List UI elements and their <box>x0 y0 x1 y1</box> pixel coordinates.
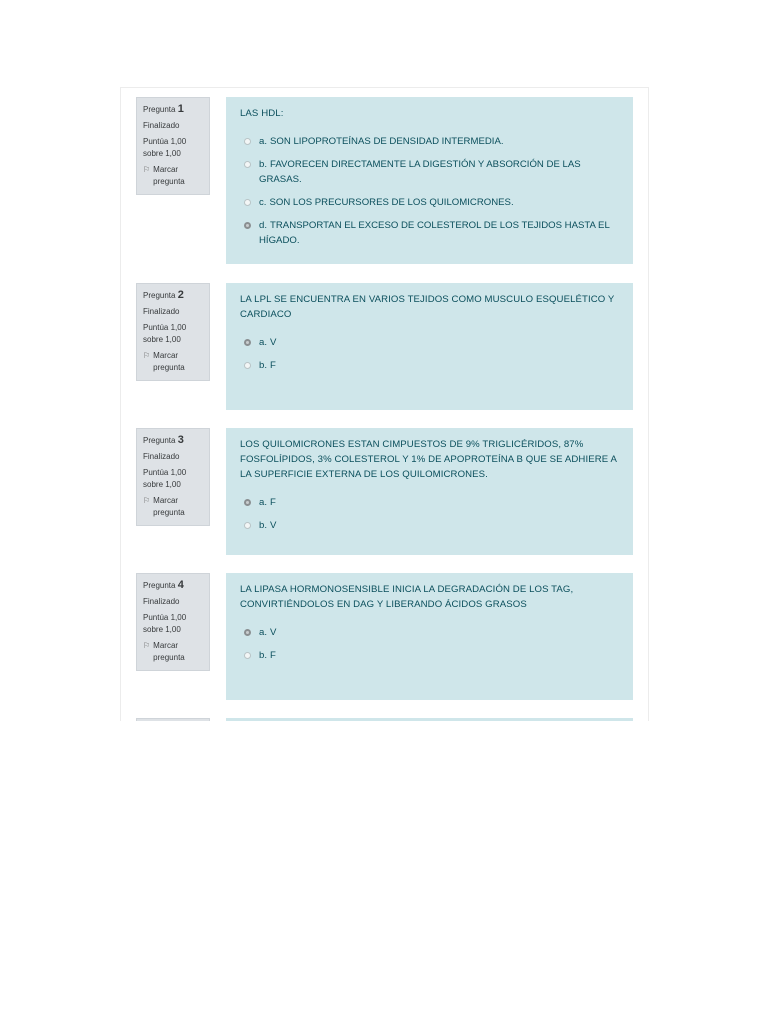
flag-question-label: Marcar pregunta <box>153 641 185 662</box>
question-number: Pregunta 1 <box>143 103 184 115</box>
question-content <box>226 283 633 410</box>
answer-text: V <box>270 520 277 531</box>
answer-option-b[interactable] <box>240 518 619 533</box>
question-grade: Puntúa 1,00 sobre 1,00 <box>143 613 187 634</box>
flag-icon: ⚐ <box>143 165 151 174</box>
radio-button[interactable] <box>244 222 251 229</box>
answer-letter: a. <box>259 627 268 638</box>
answer-list <box>240 134 619 248</box>
question-content <box>226 718 633 721</box>
flag-question-label: Marcar pregunta <box>153 165 185 186</box>
question-state: Finalizado <box>143 597 180 606</box>
flag-question-link[interactable] <box>143 640 209 664</box>
answer-option-c[interactable] <box>240 195 619 210</box>
answer-option-b[interactable] <box>240 157 619 187</box>
answer-text: V <box>270 337 277 348</box>
radio-button[interactable] <box>244 629 251 636</box>
answer-option-a[interactable] <box>240 495 619 510</box>
question-state: Finalizado <box>143 121 180 130</box>
radio-button[interactable] <box>244 339 251 346</box>
answer-letter: c. <box>259 197 267 208</box>
question-number: Pregunta 4 <box>143 579 184 591</box>
answer-letter: b. <box>259 360 268 371</box>
question-content <box>226 97 633 264</box>
answer-label <box>259 495 619 510</box>
answer-option-d[interactable] <box>240 218 619 248</box>
radio-button[interactable] <box>244 522 251 529</box>
answer-label <box>259 335 619 350</box>
answer-option-b[interactable] <box>240 358 619 373</box>
radio-button[interactable] <box>244 652 251 659</box>
answer-list <box>240 335 619 373</box>
answer-text: F <box>270 360 276 371</box>
radio-button[interactable] <box>244 199 251 206</box>
answer-letter: b. <box>259 520 268 531</box>
question-text: LAS HDL: <box>240 108 284 119</box>
radio-button[interactable] <box>244 138 251 145</box>
flag-question-link[interactable] <box>143 164 209 188</box>
question-number: Pregunta 2 <box>143 289 184 301</box>
answer-label <box>259 195 619 210</box>
question-grade: Puntúa 1,00 sobre 1,00 <box>143 323 187 344</box>
answer-label <box>259 518 619 533</box>
question-info <box>136 718 210 721</box>
answer-letter: b. <box>259 159 268 170</box>
question-state: Finalizado <box>143 307 180 316</box>
question-info <box>136 283 210 381</box>
answer-letter: a. <box>259 337 268 348</box>
quiz-review-page <box>120 87 649 721</box>
flag-question-link[interactable] <box>143 350 209 374</box>
question-text: LOS QUILOMICRONES ESTAN CIMPUESTOS DE 9% TRIGLICÉRIDOS, 87% FOSFOLÍPIDOS, 3% COLESTEROL Y 1% DE APOPROTEÍNA B QUE SE ADHIERE A LA SUPERFICIE EXTERNA DE LOS QUILOMICRONES. <box>240 439 617 480</box>
answer-letter: d. <box>259 220 268 231</box>
flag-icon: ⚐ <box>143 641 151 650</box>
answer-text: FAVORECEN DIRECTAMENTE LA DIGESTIÓN Y ABSORCIÓN DE LAS GRASAS. <box>259 159 581 185</box>
radio-button[interactable] <box>244 362 251 369</box>
answer-label <box>259 157 619 187</box>
answer-label <box>259 218 619 248</box>
answer-letter: a. <box>259 136 268 147</box>
answer-text: F <box>270 650 276 661</box>
question-info <box>136 573 210 671</box>
question-info <box>136 428 210 526</box>
answer-label <box>259 134 619 149</box>
flag-icon: ⚐ <box>143 351 151 360</box>
question-grade: Puntúa 1,00 sobre 1,00 <box>143 468 187 489</box>
question-state: Finalizado <box>143 452 180 461</box>
question-grade: Puntúa 1,00 sobre 1,00 <box>143 137 187 158</box>
question-text: LA LIPASA HORMONOSENSIBLE INICIA LA DEGRADACIÓN DE LOS TAG, CONVIRTIÉNDOLOS EN DAG Y LIBERANDO ÁCIDOS GRASOS <box>240 584 574 610</box>
flag-question-link[interactable] <box>143 495 209 519</box>
answer-text: F <box>270 497 276 508</box>
radio-button[interactable] <box>244 161 251 168</box>
flag-question-label: Marcar pregunta <box>153 496 185 517</box>
question-info <box>136 97 210 195</box>
answer-text: V <box>270 627 277 638</box>
answer-option-a[interactable] <box>240 625 619 640</box>
question-content <box>226 428 633 555</box>
question-content <box>226 573 633 700</box>
answer-text: TRANSPORTAN EL EXCESO DE COLESTEROL DE LOS TEJIDOS HASTA EL HÍGADO. <box>259 220 610 246</box>
answer-label <box>259 625 619 640</box>
answer-option-a[interactable] <box>240 134 619 149</box>
answer-label <box>259 358 619 373</box>
answer-option-a[interactable] <box>240 335 619 350</box>
answer-list <box>240 495 619 533</box>
answer-letter: b. <box>259 650 268 661</box>
radio-button[interactable] <box>244 499 251 506</box>
question-number: Pregunta 3 <box>143 434 184 446</box>
answer-list <box>240 625 619 663</box>
flag-icon: ⚐ <box>143 496 151 505</box>
answer-text: SON LIPOPROTEÍNAS DE DENSIDAD INTERMEDIA. <box>270 136 504 147</box>
answer-label <box>259 648 619 663</box>
flag-question-label: Marcar pregunta <box>153 351 185 372</box>
answer-option-b[interactable] <box>240 648 619 663</box>
answer-text: SON LOS PRECURSORES DE LOS QUILOMICRONES. <box>269 197 514 208</box>
answer-letter: a. <box>259 497 268 508</box>
question-text: LA LPL SE ENCUENTRA EN VARIOS TEJIDOS COMO MUSCULO ESQUELÉTICO Y CARDIACO <box>240 294 615 320</box>
